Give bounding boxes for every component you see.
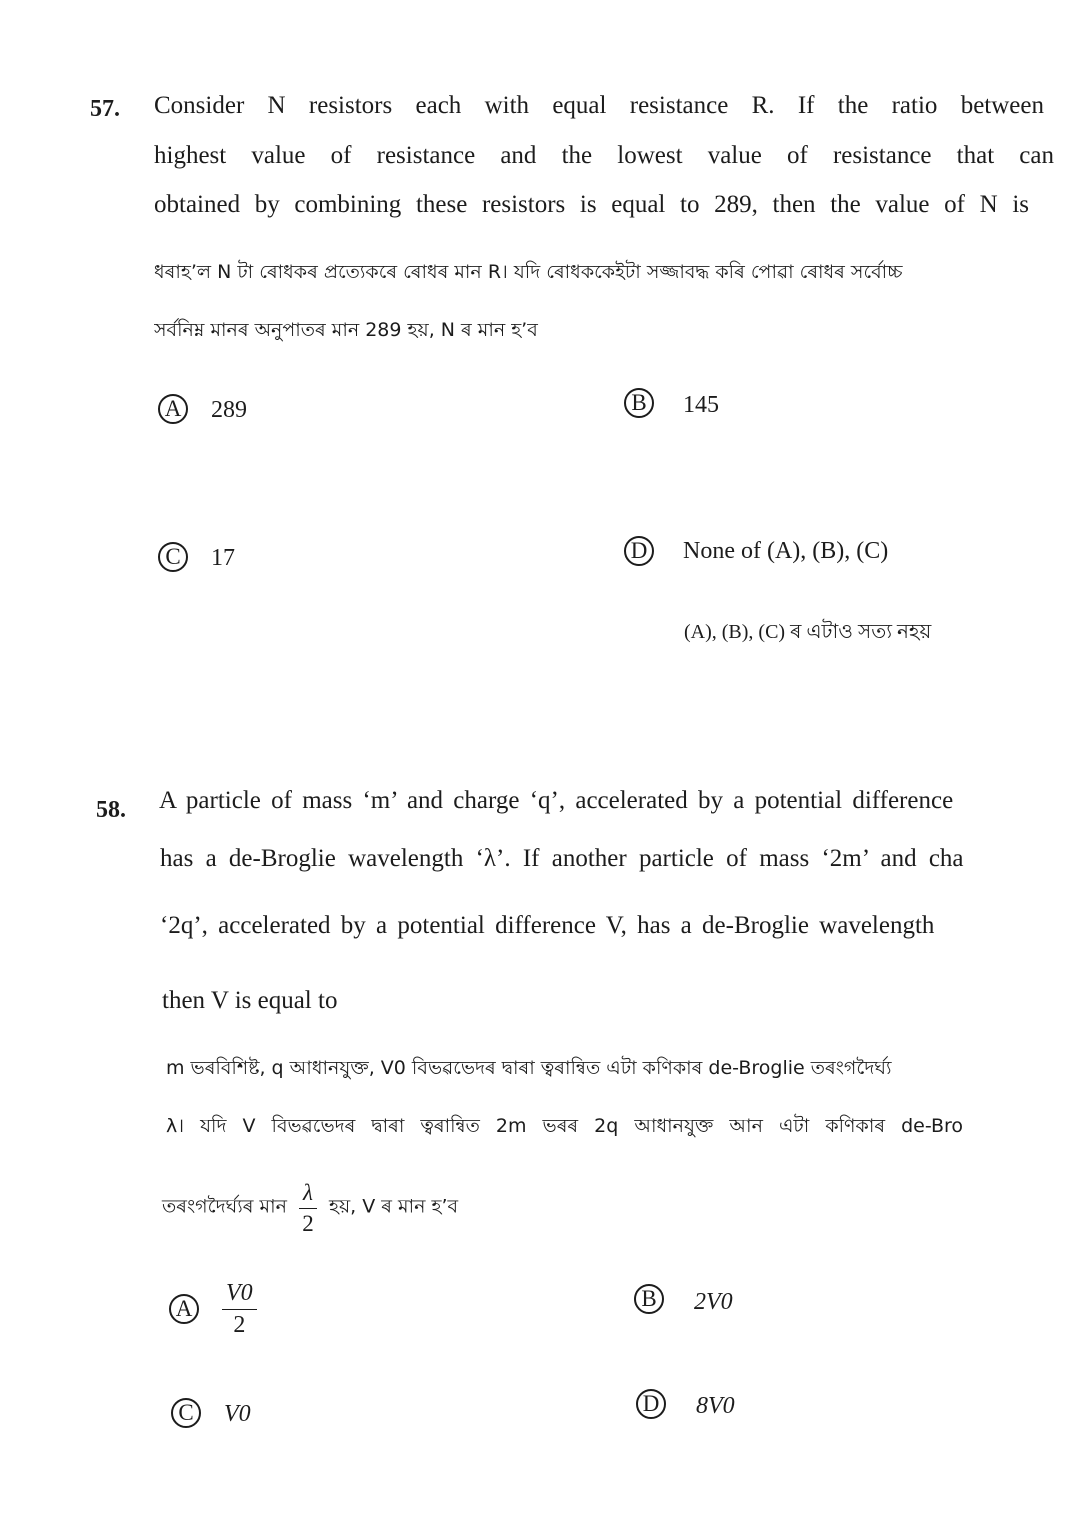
option-c-text: V0	[224, 1401, 251, 1427]
question-text-assamese: সৰ্বনিম্ন মানৰ অনুপাতৰ মান 289 হয়, N ৰ মান হ’ব	[154, 319, 538, 341]
question-text-line: has a de-Broglie wavelength ‘λ’. If another particle of mass ‘2m’ and cha	[160, 845, 964, 872]
question-text-assamese: λ। যদি V বিভৱভেদৰ দ্বাৰা ত্বৰান্বিত 2m ভৰৰ 2q আধানযুক্ত আন এটা কণিকাৰ de-Bro	[166, 1115, 964, 1137]
question-text-assamese: m ভৰবিশিষ্ট, q আধানযুক্ত, V0 বিভৱভেদৰ দ্বাৰা ত্বৰান্বিত এটা কণিকাৰ de-Broglie তৰংগদৈৰ্ঘ্য	[166, 1057, 892, 1079]
option-b-marker[interactable]: B	[624, 388, 654, 418]
question-text-line: obtained by combining these resistors is equal to 289, then the value of N is	[154, 191, 1029, 218]
option-d-text: 8V0	[696, 1393, 735, 1419]
option-b-text: 2V0	[694, 1289, 733, 1315]
question-text-assamese: তৰংগদৈৰ্ঘ্যৰ মান $\frac{\lambda}{2}$ হয়, V ৰ মান হ’ব	[162, 1180, 459, 1236]
option-a-fraction: $\frac{V0}{2}$	[222, 1280, 257, 1339]
option-c-text: 17	[211, 545, 235, 571]
option-c-marker[interactable]: C	[171, 1398, 201, 1428]
question-number: 58.	[96, 797, 126, 823]
question-number: 57.	[90, 96, 120, 122]
question-text-line: highest value of resistance and the lowest value of resistance that can	[154, 142, 1054, 169]
option-a-marker[interactable]: A	[158, 394, 188, 424]
option-b-marker[interactable]: B	[634, 1284, 664, 1314]
option-d-text-assamese: (A), (B), (C) ৰ এটাও সত্য নহয়	[684, 621, 932, 643]
option-a-text: 289	[211, 397, 247, 423]
option-c-marker[interactable]: C	[158, 542, 188, 572]
option-d-marker[interactable]: D	[636, 1389, 666, 1419]
question-text-assamese: ধৰাহ’ল N টা ৰোধকৰ প্ৰত্যেকৰে ৰোধৰ মান R। যদি ৰোধককেইটা সজ্জাবদ্ধ কৰি পোৱা ৰোধৰ সৰ্বোচ্চ	[154, 261, 903, 283]
question-text-line: ‘2q’, accelerated by a potential difference V, has a de-Broglie wavelength	[160, 912, 935, 939]
question-text-line: A particle of mass ‘m’ and charge ‘q’, accelerated by a potential difference	[159, 787, 954, 814]
option-a-marker[interactable]: A	[169, 1294, 199, 1324]
lambda-over-two-fraction: $\frac{\lambda}{2}$	[299, 1180, 317, 1237]
option-b-text: 145	[683, 392, 719, 418]
option-d-marker[interactable]: D	[624, 536, 654, 566]
question-text-line: Consider N resistors each with equal resistance R. If the ratio between	[154, 92, 1044, 119]
option-d-text: None of (A), (B), (C)	[683, 538, 889, 564]
question-text-line: then V is equal to	[162, 987, 338, 1014]
